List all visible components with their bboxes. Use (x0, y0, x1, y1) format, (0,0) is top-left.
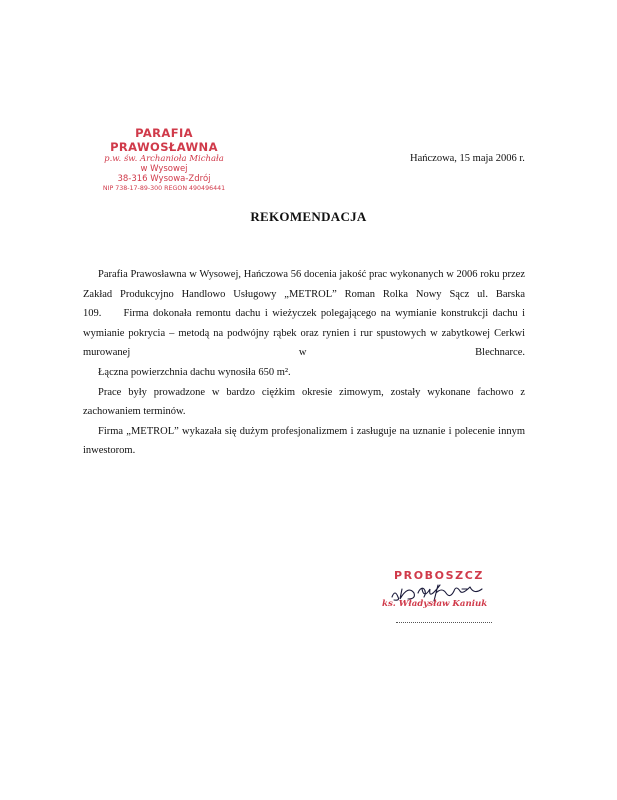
document-title: REKOMENDACJA (250, 209, 367, 224)
document-date: Hańczowa, 15 maja 2006 r. (410, 153, 525, 164)
parish-stamp (94, 126, 234, 194)
body-paragraph: Prace były prowadzone w bardzo ciężkim okresie zimowym, zostały wykonane fachowo z zachowaniem terminów. (83, 386, 525, 418)
signature-line (396, 622, 492, 623)
stamp-line-parish: PARAFIA PRAWOSŁAWNA (110, 126, 218, 154)
signature-stamp (378, 567, 504, 629)
signature-stamp-name: ks. Władysław Kaniuk (382, 599, 488, 609)
body-paragraph: Firma „METROL” wykazała się dużym profesjonalizmem i zasługuje na uznanie i polecenie innym inwestorom. (83, 425, 525, 457)
stamp-line-address: 38-316 Wysowa-Zdrój (117, 174, 211, 184)
handwritten-signature (378, 567, 504, 617)
document-body (83, 265, 525, 461)
stamp-line-patron: p.w. św. Archanioła Michała (104, 154, 224, 164)
stamp-line-nip-regon: NIP 738-17-89-300 REGON 490496441 (102, 185, 226, 192)
stamp-line-place: w Wysowej (140, 164, 188, 174)
body-paragraph: Parafia Prawosławna w Wysowej, Hańczowa 56 docenia jakość prac wykonanych w 2006 roku przez Zakład Produkcyjno Handlowo Usługowy „METROL” Roman Rolka Nowy Sącz ul. Barska 109. Firma dokonała remontu dachu i wieżyczek polegającego na wymianie konstrukcji dachu i wymianie pokrycia – metodą na podwójny rąbek oraz rynien i rur spustowych w zabytkowej Cerkwi murowanej w Blechnarce. (83, 269, 525, 359)
signature-stamp-title: PROBOSZCZ (394, 569, 484, 582)
body-paragraph: Łączna powierzchnia dachu wynosiła 650 m². (98, 366, 291, 378)
